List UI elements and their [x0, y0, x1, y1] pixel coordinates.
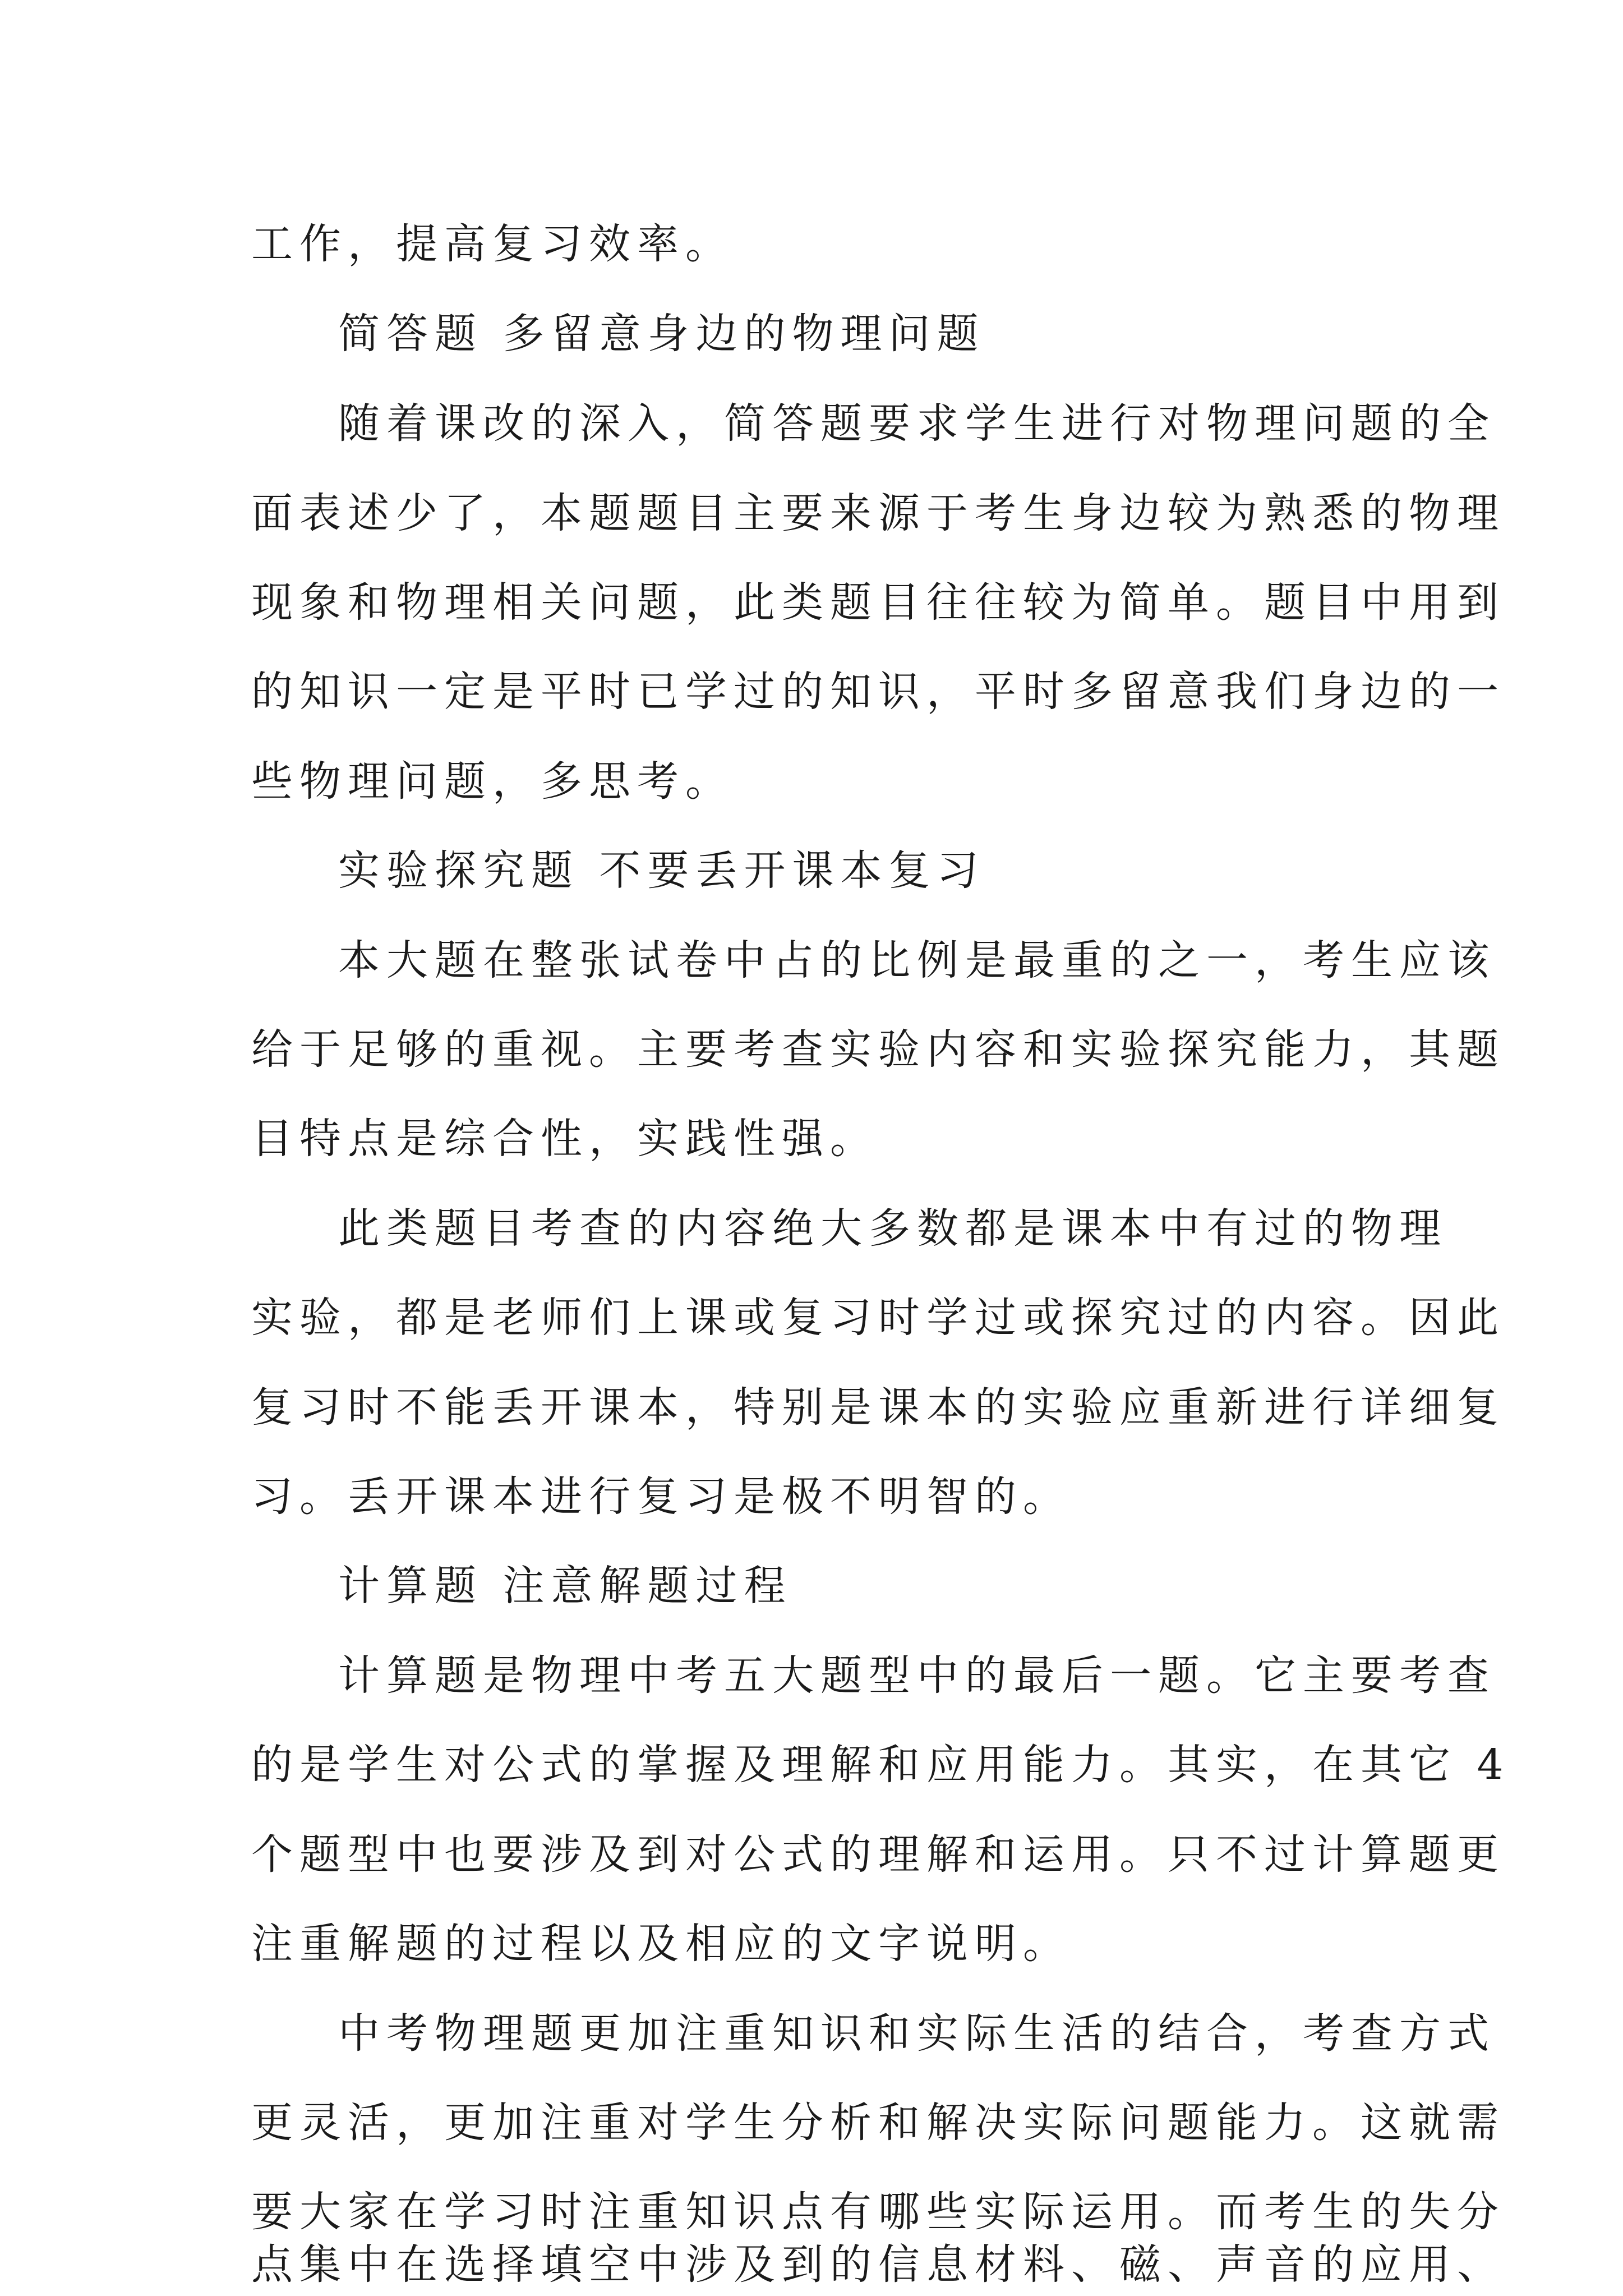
- text-line: 本大题在整张试卷中占的比例是最重的之一，考生应该: [338, 936, 1496, 984]
- text-line: 更灵活，更加注重对学生分析和解决实际问题能力。这就需: [251, 2099, 1505, 2147]
- text-line: 点集中在选择填空中涉及到的信息材料、磁、声音的应用、: [251, 2240, 1505, 2289]
- text-line: 注重解题的过程以及相应的文字说明。: [251, 1920, 1071, 1968]
- text-line: 的是学生对公式的掌握及理解和应用能力。其实，在其它 4: [251, 1741, 1510, 1789]
- section-heading: 简答题 多留意身边的物理问题: [338, 310, 985, 358]
- section-heading: 计算题 注意解题过程: [338, 1562, 792, 1610]
- text-line: 面表述少了，本题题目主要来源于考生身边较为熟悉的物理: [251, 489, 1505, 537]
- text-line: 工作，提高复习效率。: [251, 220, 734, 268]
- text-line: 现象和物理相关问题，此类题目往往较为简单。题目中用到: [251, 578, 1505, 627]
- text-line: 中考物理题更加注重知识和实际生活的结合，考查方式: [338, 2009, 1496, 2058]
- text-line: 复习时不能丢开课本，特别是课本的实验应重新进行详细复: [251, 1383, 1505, 1432]
- text-line: 给于足够的重视。主要考查实验内容和实验探究能力，其题: [251, 1025, 1505, 1074]
- text-line: 计算题是物理中考五大题型中的最后一题。它主要考查: [338, 1651, 1496, 1700]
- text-line: 习。丢开课本进行复习是极不明智的。: [251, 1473, 1071, 1521]
- text-line: 目特点是综合性，实践性强。: [251, 1115, 878, 1163]
- text-line: 实验，都是老师们上课或复习时学过或探究过的内容。因此: [251, 1294, 1505, 1342]
- text-line: 个题型中也要涉及到对公式的理解和运用。只不过计算题更: [251, 1830, 1505, 1879]
- text-line: 此类题目考查的内容绝大多数都是课本中有过的物理: [338, 1204, 1447, 1253]
- text-line: 的知识一定是平时已学过的知识，平时多留意我们身边的一: [251, 668, 1505, 716]
- text-line: 些物理问题，多思考。: [251, 757, 734, 806]
- section-heading: 实验探究题 不要丢开课本复习: [338, 846, 985, 895]
- text-line: 随着课改的深入，简答题要求学生进行对物理问题的全: [338, 399, 1496, 448]
- text-line: 要大家在学习时注重知识点有哪些实际运用。而考生的失分: [251, 2188, 1505, 2236]
